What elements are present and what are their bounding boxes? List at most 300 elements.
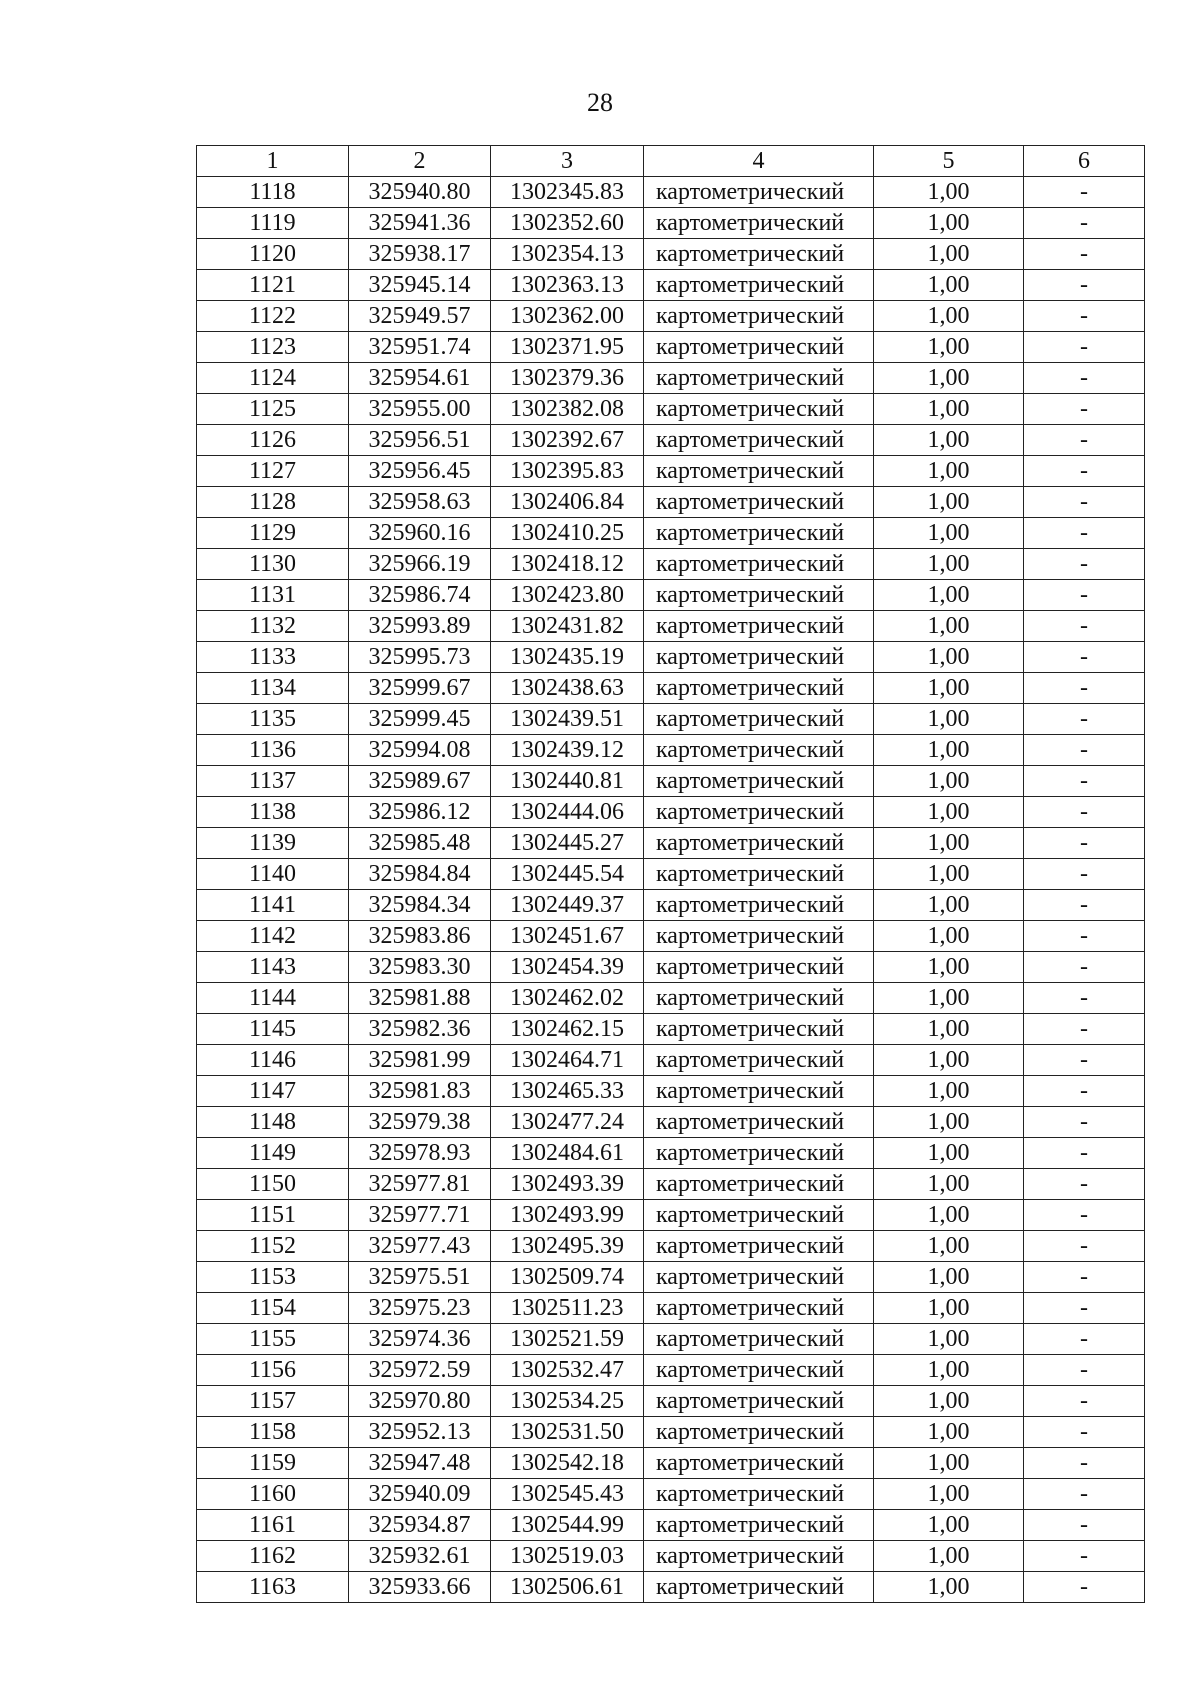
description-cell: -: [1024, 1200, 1145, 1231]
point-number-cell: 1126: [197, 425, 349, 456]
accuracy-cell: 1,00: [874, 1479, 1024, 1510]
table-row: [197, 859, 1145, 890]
point-number-cell: 1123: [197, 332, 349, 363]
point-number-cell: 1125: [197, 394, 349, 425]
x-coordinate-cell: 325977.71: [349, 1200, 491, 1231]
accuracy-cell: 1,00: [874, 239, 1024, 270]
method-cell: картометрический: [644, 890, 874, 921]
method-cell: картометрический: [644, 673, 874, 704]
y-coordinate-cell: 1302464.71: [491, 1045, 644, 1076]
y-coordinate-cell: 1302431.82: [491, 611, 644, 642]
method-cell: картометрический: [644, 1076, 874, 1107]
description-cell: -: [1024, 1014, 1145, 1045]
table-row: [197, 1262, 1145, 1293]
y-coordinate-cell: 1302511.23: [491, 1293, 644, 1324]
method-cell: картометрический: [644, 921, 874, 952]
description-cell: -: [1024, 394, 1145, 425]
x-coordinate-cell: 325952.13: [349, 1417, 491, 1448]
table-row: [197, 1107, 1145, 1138]
y-coordinate-cell: 1302362.00: [491, 301, 644, 332]
point-number-cell: 1151: [197, 1200, 349, 1231]
accuracy-cell: 1,00: [874, 549, 1024, 580]
y-coordinate-cell: 1302534.25: [491, 1386, 644, 1417]
method-cell: картометрический: [644, 1045, 874, 1076]
point-number-cell: 1133: [197, 642, 349, 673]
y-coordinate-cell: 1302495.39: [491, 1231, 644, 1262]
x-coordinate-cell: 325975.51: [349, 1262, 491, 1293]
table-row: [197, 1231, 1145, 1262]
description-cell: -: [1024, 1510, 1145, 1541]
method-cell: картометрический: [644, 1200, 874, 1231]
method-cell: картометрический: [644, 983, 874, 1014]
table-row: [197, 580, 1145, 611]
accuracy-cell: 1,00: [874, 1324, 1024, 1355]
y-coordinate-cell: 1302462.15: [491, 1014, 644, 1045]
point-number-cell: 1158: [197, 1417, 349, 1448]
y-coordinate-cell: 1302451.67: [491, 921, 644, 952]
accuracy-cell: 1,00: [874, 1045, 1024, 1076]
method-cell: картометрический: [644, 239, 874, 270]
x-coordinate-cell: 325984.84: [349, 859, 491, 890]
y-coordinate-cell: 1302445.54: [491, 859, 644, 890]
y-coordinate-cell: 1302545.43: [491, 1479, 644, 1510]
accuracy-cell: 1,00: [874, 704, 1024, 735]
method-cell: картометрический: [644, 425, 874, 456]
point-number-cell: 1163: [197, 1572, 349, 1603]
y-coordinate-cell: 1302392.67: [491, 425, 644, 456]
y-coordinate-cell: 1302352.60: [491, 208, 644, 239]
y-coordinate-cell: 1302462.02: [491, 983, 644, 1014]
point-number-cell: 1118: [197, 177, 349, 208]
point-number-cell: 1127: [197, 456, 349, 487]
point-number-cell: 1153: [197, 1262, 349, 1293]
description-cell: -: [1024, 239, 1145, 270]
point-number-cell: 1149: [197, 1138, 349, 1169]
point-number-cell: 1155: [197, 1324, 349, 1355]
table-row: [197, 301, 1145, 332]
description-cell: -: [1024, 859, 1145, 890]
accuracy-cell: 1,00: [874, 487, 1024, 518]
table-row: [197, 828, 1145, 859]
table-row: [197, 921, 1145, 952]
method-cell: картометрический: [644, 1572, 874, 1603]
x-coordinate-cell: 325947.48: [349, 1448, 491, 1479]
x-coordinate-cell: 325986.74: [349, 580, 491, 611]
accuracy-cell: 1,00: [874, 642, 1024, 673]
x-coordinate-cell: 325941.36: [349, 208, 491, 239]
table-row: [197, 1169, 1145, 1200]
y-coordinate-cell: 1302406.84: [491, 487, 644, 518]
point-number-cell: 1141: [197, 890, 349, 921]
table-row: [197, 1293, 1145, 1324]
table-row: [197, 270, 1145, 301]
y-coordinate-cell: 1302440.81: [491, 766, 644, 797]
y-coordinate-cell: 1302438.63: [491, 673, 644, 704]
point-number-cell: 1122: [197, 301, 349, 332]
table-row: [197, 983, 1145, 1014]
accuracy-cell: 1,00: [874, 1448, 1024, 1479]
accuracy-cell: 1,00: [874, 1231, 1024, 1262]
accuracy-cell: 1,00: [874, 673, 1024, 704]
description-cell: -: [1024, 487, 1145, 518]
point-number-cell: 1140: [197, 859, 349, 890]
method-cell: картометрический: [644, 301, 874, 332]
y-coordinate-cell: 1302542.18: [491, 1448, 644, 1479]
x-coordinate-cell: 325949.57: [349, 301, 491, 332]
method-cell: картометрический: [644, 1386, 874, 1417]
accuracy-cell: 1,00: [874, 1386, 1024, 1417]
method-cell: картометрический: [644, 332, 874, 363]
point-number-cell: 1159: [197, 1448, 349, 1479]
y-coordinate-cell: 1302519.03: [491, 1541, 644, 1572]
accuracy-cell: 1,00: [874, 177, 1024, 208]
y-coordinate-cell: 1302439.12: [491, 735, 644, 766]
table-row: [197, 1138, 1145, 1169]
accuracy-cell: 1,00: [874, 859, 1024, 890]
point-number-cell: 1132: [197, 611, 349, 642]
method-cell: картометрический: [644, 859, 874, 890]
x-coordinate-cell: 325979.38: [349, 1107, 491, 1138]
point-number-cell: 1121: [197, 270, 349, 301]
accuracy-cell: 1,00: [874, 1355, 1024, 1386]
method-cell: картометрический: [644, 611, 874, 642]
x-coordinate-cell: 325993.89: [349, 611, 491, 642]
table-header-row: [197, 146, 1145, 177]
table-row: [197, 1479, 1145, 1510]
accuracy-cell: 1,00: [874, 611, 1024, 642]
accuracy-cell: 1,00: [874, 518, 1024, 549]
x-coordinate-cell: 325955.00: [349, 394, 491, 425]
table-row: [197, 1324, 1145, 1355]
y-coordinate-cell: 1302544.99: [491, 1510, 644, 1541]
method-cell: картометрический: [644, 642, 874, 673]
point-number-cell: 1154: [197, 1293, 349, 1324]
accuracy-cell: 1,00: [874, 952, 1024, 983]
x-coordinate-cell: 325954.61: [349, 363, 491, 394]
y-coordinate-cell: 1302418.12: [491, 549, 644, 580]
method-cell: картометрический: [644, 177, 874, 208]
x-coordinate-cell: 325981.99: [349, 1045, 491, 1076]
accuracy-cell: 1,00: [874, 1138, 1024, 1169]
accuracy-cell: 1,00: [874, 1262, 1024, 1293]
method-cell: картометрический: [644, 1448, 874, 1479]
method-cell: картометрический: [644, 1169, 874, 1200]
x-coordinate-cell: 325986.12: [349, 797, 491, 828]
table-row: [197, 394, 1145, 425]
header-cell: 6: [1024, 146, 1145, 177]
point-number-cell: 1162: [197, 1541, 349, 1572]
x-coordinate-cell: 325945.14: [349, 270, 491, 301]
table-row: [197, 1510, 1145, 1541]
y-coordinate-cell: 1302484.61: [491, 1138, 644, 1169]
x-coordinate-cell: 325972.59: [349, 1355, 491, 1386]
point-number-cell: 1135: [197, 704, 349, 735]
table-row: [197, 487, 1145, 518]
description-cell: -: [1024, 208, 1145, 239]
x-coordinate-cell: 325958.63: [349, 487, 491, 518]
x-coordinate-cell: 325983.30: [349, 952, 491, 983]
table-body: [197, 146, 1145, 1603]
x-coordinate-cell: 325981.83: [349, 1076, 491, 1107]
table-row: [197, 208, 1145, 239]
method-cell: картометрический: [644, 1324, 874, 1355]
point-number-cell: 1119: [197, 208, 349, 239]
description-cell: -: [1024, 1293, 1145, 1324]
table-row: [197, 1541, 1145, 1572]
table-row: [197, 1200, 1145, 1231]
x-coordinate-cell: 325983.86: [349, 921, 491, 952]
method-cell: картометрический: [644, 1479, 874, 1510]
method-cell: картометрический: [644, 518, 874, 549]
description-cell: -: [1024, 1138, 1145, 1169]
y-coordinate-cell: 1302477.24: [491, 1107, 644, 1138]
y-coordinate-cell: 1302493.99: [491, 1200, 644, 1231]
point-number-cell: 1152: [197, 1231, 349, 1262]
accuracy-cell: 1,00: [874, 363, 1024, 394]
description-cell: -: [1024, 1169, 1145, 1200]
description-cell: -: [1024, 1541, 1145, 1572]
accuracy-cell: 1,00: [874, 890, 1024, 921]
x-coordinate-cell: 325974.36: [349, 1324, 491, 1355]
y-coordinate-cell: 1302531.50: [491, 1417, 644, 1448]
x-coordinate-cell: 325977.81: [349, 1169, 491, 1200]
method-cell: картометрический: [644, 208, 874, 239]
table-row: [197, 1448, 1145, 1479]
y-coordinate-cell: 1302435.19: [491, 642, 644, 673]
method-cell: картометрический: [644, 1138, 874, 1169]
table-row: [197, 518, 1145, 549]
x-coordinate-cell: 325938.17: [349, 239, 491, 270]
method-cell: картометрический: [644, 797, 874, 828]
accuracy-cell: 1,00: [874, 425, 1024, 456]
description-cell: -: [1024, 1355, 1145, 1386]
method-cell: картометрический: [644, 270, 874, 301]
y-coordinate-cell: 1302509.74: [491, 1262, 644, 1293]
point-number-cell: 1147: [197, 1076, 349, 1107]
page-number: 28: [587, 88, 613, 117]
description-cell: -: [1024, 921, 1145, 952]
accuracy-cell: 1,00: [874, 580, 1024, 611]
description-cell: -: [1024, 704, 1145, 735]
description-cell: -: [1024, 673, 1145, 704]
x-coordinate-cell: 325951.74: [349, 332, 491, 363]
description-cell: -: [1024, 301, 1145, 332]
description-cell: -: [1024, 983, 1145, 1014]
description-cell: -: [1024, 828, 1145, 859]
method-cell: картометрический: [644, 1293, 874, 1324]
method-cell: картометрический: [644, 1541, 874, 1572]
point-number-cell: 1137: [197, 766, 349, 797]
description-cell: -: [1024, 1386, 1145, 1417]
header-cell: 1: [197, 146, 349, 177]
description-cell: -: [1024, 270, 1145, 301]
description-cell: -: [1024, 1479, 1145, 1510]
accuracy-cell: 1,00: [874, 1076, 1024, 1107]
table-row: [197, 1014, 1145, 1045]
y-coordinate-cell: 1302439.51: [491, 704, 644, 735]
accuracy-cell: 1,00: [874, 1510, 1024, 1541]
method-cell: картометрический: [644, 549, 874, 580]
x-coordinate-cell: 325970.80: [349, 1386, 491, 1417]
description-cell: -: [1024, 735, 1145, 766]
x-coordinate-cell: 325977.43: [349, 1231, 491, 1262]
table-row: [197, 549, 1145, 580]
point-number-cell: 1120: [197, 239, 349, 270]
accuracy-cell: 1,00: [874, 394, 1024, 425]
method-cell: картометрический: [644, 735, 874, 766]
accuracy-cell: 1,00: [874, 983, 1024, 1014]
y-coordinate-cell: 1302423.80: [491, 580, 644, 611]
y-coordinate-cell: 1302354.13: [491, 239, 644, 270]
description-cell: -: [1024, 642, 1145, 673]
description-cell: -: [1024, 766, 1145, 797]
accuracy-cell: 1,00: [874, 1293, 1024, 1324]
method-cell: картометрический: [644, 456, 874, 487]
point-number-cell: 1157: [197, 1386, 349, 1417]
coordinates-table: [196, 145, 1145, 1603]
description-cell: -: [1024, 1324, 1145, 1355]
table-row: [197, 1355, 1145, 1386]
method-cell: картометрический: [644, 580, 874, 611]
x-coordinate-cell: 325934.87: [349, 1510, 491, 1541]
method-cell: картометрический: [644, 1417, 874, 1448]
x-coordinate-cell: 325978.93: [349, 1138, 491, 1169]
table-row: [197, 642, 1145, 673]
description-cell: -: [1024, 1417, 1145, 1448]
point-number-cell: 1131: [197, 580, 349, 611]
point-number-cell: 1136: [197, 735, 349, 766]
point-number-cell: 1128: [197, 487, 349, 518]
y-coordinate-cell: 1302449.37: [491, 890, 644, 921]
description-cell: -: [1024, 1572, 1145, 1603]
x-coordinate-cell: 325999.45: [349, 704, 491, 735]
x-coordinate-cell: 325940.09: [349, 1479, 491, 1510]
x-coordinate-cell: 325984.34: [349, 890, 491, 921]
x-coordinate-cell: 325956.45: [349, 456, 491, 487]
x-coordinate-cell: 325995.73: [349, 642, 491, 673]
description-cell: -: [1024, 456, 1145, 487]
x-coordinate-cell: 325932.61: [349, 1541, 491, 1572]
y-coordinate-cell: 1302532.47: [491, 1355, 644, 1386]
description-cell: -: [1024, 425, 1145, 456]
y-coordinate-cell: 1302465.33: [491, 1076, 644, 1107]
x-coordinate-cell: 325933.66: [349, 1572, 491, 1603]
table-row: [197, 952, 1145, 983]
accuracy-cell: 1,00: [874, 1572, 1024, 1603]
accuracy-cell: 1,00: [874, 797, 1024, 828]
accuracy-cell: 1,00: [874, 332, 1024, 363]
method-cell: картометрический: [644, 1107, 874, 1138]
x-coordinate-cell: 325975.23: [349, 1293, 491, 1324]
point-number-cell: 1160: [197, 1479, 349, 1510]
y-coordinate-cell: 1302506.61: [491, 1572, 644, 1603]
table-row: [197, 1572, 1145, 1603]
description-cell: -: [1024, 797, 1145, 828]
method-cell: картометрический: [644, 704, 874, 735]
y-coordinate-cell: 1302395.83: [491, 456, 644, 487]
description-cell: -: [1024, 1231, 1145, 1262]
method-cell: картометрический: [644, 394, 874, 425]
accuracy-cell: 1,00: [874, 828, 1024, 859]
description-cell: -: [1024, 890, 1145, 921]
description-cell: -: [1024, 1076, 1145, 1107]
accuracy-cell: 1,00: [874, 301, 1024, 332]
y-coordinate-cell: 1302521.59: [491, 1324, 644, 1355]
accuracy-cell: 1,00: [874, 921, 1024, 952]
point-number-cell: 1129: [197, 518, 349, 549]
description-cell: -: [1024, 952, 1145, 983]
y-coordinate-cell: 1302371.95: [491, 332, 644, 363]
table-row: [197, 1045, 1145, 1076]
method-cell: картометрический: [644, 363, 874, 394]
table-row: [197, 766, 1145, 797]
header-cell: 5: [874, 146, 1024, 177]
method-cell: картометрический: [644, 952, 874, 983]
x-coordinate-cell: 325966.19: [349, 549, 491, 580]
table-row: [197, 735, 1145, 766]
table-row: [197, 1417, 1145, 1448]
description-cell: -: [1024, 332, 1145, 363]
accuracy-cell: 1,00: [874, 1200, 1024, 1231]
y-coordinate-cell: 1302363.13: [491, 270, 644, 301]
table-row: [197, 704, 1145, 735]
x-coordinate-cell: 325956.51: [349, 425, 491, 456]
point-number-cell: 1139: [197, 828, 349, 859]
point-number-cell: 1143: [197, 952, 349, 983]
table-row: [197, 890, 1145, 921]
point-number-cell: 1156: [197, 1355, 349, 1386]
table-row: [197, 363, 1145, 394]
description-cell: -: [1024, 1448, 1145, 1479]
point-number-cell: 1148: [197, 1107, 349, 1138]
table-row: [197, 611, 1145, 642]
point-number-cell: 1161: [197, 1510, 349, 1541]
y-coordinate-cell: 1302493.39: [491, 1169, 644, 1200]
table-row: [197, 177, 1145, 208]
table-row: [197, 239, 1145, 270]
y-coordinate-cell: 1302379.36: [491, 363, 644, 394]
description-cell: -: [1024, 549, 1145, 580]
description-cell: -: [1024, 611, 1145, 642]
x-coordinate-cell: 325940.80: [349, 177, 491, 208]
header-cell: 3: [491, 146, 644, 177]
accuracy-cell: 1,00: [874, 456, 1024, 487]
accuracy-cell: 1,00: [874, 1014, 1024, 1045]
y-coordinate-cell: 1302444.06: [491, 797, 644, 828]
y-coordinate-cell: 1302410.25: [491, 518, 644, 549]
table-row: [197, 673, 1145, 704]
point-number-cell: 1146: [197, 1045, 349, 1076]
x-coordinate-cell: 325999.67: [349, 673, 491, 704]
y-coordinate-cell: 1302382.08: [491, 394, 644, 425]
description-cell: -: [1024, 363, 1145, 394]
description-cell: -: [1024, 177, 1145, 208]
x-coordinate-cell: 325981.88: [349, 983, 491, 1014]
y-coordinate-cell: 1302445.27: [491, 828, 644, 859]
point-number-cell: 1150: [197, 1169, 349, 1200]
y-coordinate-cell: 1302345.83: [491, 177, 644, 208]
table-row: [197, 1076, 1145, 1107]
x-coordinate-cell: 325985.48: [349, 828, 491, 859]
table-row: [197, 1386, 1145, 1417]
method-cell: картометрический: [644, 487, 874, 518]
method-cell: картометрический: [644, 828, 874, 859]
table-row: [197, 425, 1145, 456]
method-cell: картометрический: [644, 1355, 874, 1386]
description-cell: -: [1024, 580, 1145, 611]
description-cell: -: [1024, 1107, 1145, 1138]
accuracy-cell: 1,00: [874, 1107, 1024, 1138]
